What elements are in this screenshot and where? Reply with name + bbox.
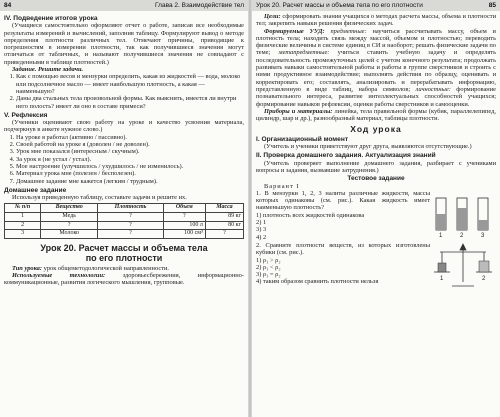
stage-heading: II. Проверка домашнего задания. Актуализация знаний: [256, 152, 436, 160]
beaker-label: 3: [481, 232, 485, 238]
goals-label: Цели:: [264, 13, 281, 20]
header-title: Урок 20. Расчет массы и объема тела по его плотности: [256, 2, 423, 9]
scale-label: 2: [482, 275, 486, 282]
homework-text: Используя приведенную таблицу, составьте задачи и решите их.: [12, 194, 187, 202]
column-header: Объем: [163, 204, 205, 213]
answer-option: 2) ρ₁ < ρ₂: [256, 263, 281, 271]
column-header: Масса: [205, 204, 243, 213]
table-cell: ?: [163, 213, 205, 222]
uud-personal-label: личностные:: [415, 85, 451, 93]
left-page-header: [0, 0, 248, 11]
table-cell: 3: [5, 230, 41, 239]
table-cell: 89 кг: [205, 213, 243, 222]
equipment-text: линейка, тела правильной формы (кубик, параллелепипед, цилиндр, шар и др.), разнообразный материал, таблицы плотности.: [256, 107, 496, 123]
technologies-text: здоровьесбережения, информационно-коммуникационные, развития логического мышления, групповые.: [4, 272, 244, 287]
answer-option: 1) ρ₁ > ρ₂: [256, 256, 281, 264]
question-text: 1. В мензурки 1, 2, 3 налиты различные жидкости, массы которых одинаковы (см. рис.). Какая жидкость имеет наименьшую плотность?: [256, 189, 430, 212]
beakers-illustration: [430, 190, 496, 238]
equipment: [256, 108, 496, 123]
left-page: [0, 0, 248, 417]
uud-subject-label: предметные:: [330, 27, 367, 35]
table-cell: ?: [98, 213, 163, 222]
stage-heading: I. Организационный момент: [256, 135, 349, 143]
table-row: [5, 221, 244, 230]
lesson-type-text: урок общеметодологической направленности.: [43, 264, 169, 272]
homework-heading: Домашнее задание: [4, 186, 67, 194]
lesson-title-line: Урок 20. Расчет массы и объема тела: [40, 242, 208, 253]
table-cell: Медь: [41, 213, 98, 222]
question-2: [256, 242, 496, 294]
reflection-item: 7. Домашнее задание мне кажется (легким / трудным).: [16, 178, 244, 185]
table-header-row: [5, 204, 244, 213]
test-heading: Тестовое задание: [347, 175, 405, 183]
page-number: 84: [4, 2, 12, 9]
question-text: 2. Сравните плотности веществ, из которых изготовлены кубики (см. рис.).: [256, 241, 430, 257]
goals-text: сформировать знания учащихся о методах расчета массы, объема и плотности тел; закрепить навыки решения физических задач.: [256, 13, 496, 28]
uud-subject-text: научиться рассчитывать массу, объем и плотность тела; находить связь между массой, объемом и плотностью; переводить физические величины в системе единиц в СИ и наоборот; решать физические задачи по теме;: [256, 27, 496, 57]
beakers-figure: [430, 190, 496, 241]
column-header: Плотность: [98, 204, 163, 213]
equipment-label: Приборы и материалы:: [264, 107, 333, 115]
uud-label: Формируемые УУД:: [264, 27, 325, 35]
reflection-item: 6. Материал урока мне (полезен / бесполезен).: [16, 170, 244, 177]
column-header: Вещество: [41, 204, 98, 213]
uud: [256, 28, 496, 108]
table-row: [5, 230, 244, 239]
table-cell: ?: [98, 221, 163, 230]
answer-option: 3) 3: [256, 226, 267, 234]
balance-scale-illustration: [430, 242, 496, 292]
uud-meta-text: учиться ставить учебную задачу и определять последовательность промежуточных целей с учетом конечного результата; продолжать развивать навыки самостоятельной работы и работы в группе сверстников и строить с ними продуктивное взаимодействие; выполнять действия по образцу, оценивать и корректировать его; составлять, анализировать и перерабатывать информацию, представленную в виде таблиц, набора символов;: [256, 49, 496, 93]
task-list: [4, 73, 244, 109]
uud-meta-label: метапредметные:: [278, 49, 330, 57]
lesson-title-line: по его плотности: [85, 252, 163, 263]
variant-label: Вариант I: [264, 182, 300, 190]
reflection-list: [4, 134, 244, 185]
question-1: [256, 190, 496, 241]
task-item: 2. Даны два стальных тела произвольной формы. Как выяснить, имеется ли внутри него полость? имеет ли оно в составе примеси?: [16, 95, 244, 110]
answer-option: 4) 2: [256, 233, 267, 241]
reflection-item: 3. Урок мне показался (интересным / скучным).: [16, 148, 244, 155]
right-page-content: [252, 11, 500, 294]
table-cell: 100 л: [163, 221, 205, 230]
table-cell: 1: [5, 213, 41, 222]
lesson-type: [4, 265, 244, 272]
paragraph: (Учитель проверяет выполнение домашнего задания, разбирает с учениками вопросы и задания, вызвавшие затруднения.): [256, 159, 496, 174]
reflection-item: 5. Мое настроение (улучшилось / ухудшилось / не изменилось).: [16, 163, 244, 170]
reflection-item: 4. За урок я (не устал / устал).: [16, 156, 244, 163]
course-heading: Ход урока: [350, 124, 402, 135]
paragraph: (Учитель и ученики приветствуют друг друга, выявляются отсутствующие.): [264, 143, 472, 151]
scale-figure: [430, 242, 496, 294]
table-row: [5, 213, 244, 222]
technologies: [4, 272, 244, 287]
beaker-label: 2: [460, 232, 464, 238]
paragraph: (Учащиеся самостоятельно оформляют отчет о работе, записав все необходимые результаты измерений и вычислений, заполнив таблицу. Формулируют вывод о методе определения плотности различных тел. Отмечают причины, приводящие к погрешностям в измерении плотности, так как получившиеся значения могут отличаться от табличных, и называют получившиеся значения не совпадают с приведенными в таблице плотностей.): [4, 22, 244, 66]
table-cell: 100 см³: [163, 230, 205, 239]
table-cell: 2: [5, 221, 41, 230]
reflection-item: 1. На уроке я работал (активно / пассивно).: [16, 134, 244, 141]
answer-option: 1) плотность всех жидкостей одинакова: [256, 211, 365, 219]
beaker-label: 1: [439, 232, 443, 238]
lesson-title: [4, 243, 244, 263]
header-title: Глава 2. Взаимодействие тел: [155, 2, 244, 9]
table-cell: ?: [205, 230, 243, 239]
goals: [256, 13, 496, 28]
homework-table: [4, 203, 244, 238]
table-cell: Молоко: [41, 230, 98, 239]
task-intro: Задание. Решите задачи.: [12, 66, 84, 74]
technologies-label: Используемые технологии:: [12, 272, 106, 280]
table-cell: ?: [41, 221, 98, 230]
section-heading: IV. Подведение итогов урока: [4, 15, 98, 22]
answer-option: 3) ρ₁ = ρ₂: [256, 271, 281, 279]
section-heading: V. Рефлексия: [4, 111, 48, 119]
table-cell: 80 кг: [205, 221, 243, 230]
paragraph: (Ученики оценивают свою работу на уроке и качество усвоения материала, подчеркнув в анкете нужное слово.): [4, 119, 244, 134]
right-page-header: [252, 0, 500, 11]
right-page: [252, 0, 500, 417]
scale-label: 1: [440, 275, 444, 282]
table-cell: ?: [98, 230, 163, 239]
answer-option: 2) 1: [256, 219, 267, 227]
column-header: № п/п: [5, 204, 41, 213]
page-number: 85: [488, 2, 496, 9]
uud-personal-text: формирование познавательного интереса, развитие интеллектуальных способностей учащихся; формирование навыков рефлексии, оценки работы сверстников и самооценки.: [256, 85, 496, 108]
left-page-content: [0, 11, 248, 287]
lesson-type-label: Тип урока:: [12, 264, 43, 272]
reflection-item: 2. Своей работой на уроке я (доволен / не доволен).: [16, 141, 244, 148]
answer-option: 4) таким образом сравнить плотности нельзя: [256, 278, 379, 286]
task-item: 1. Как с помощью весов и мензурки определить, какая из жидкостей — вода, молоко или подсолнечное масло — имеет наибольшую плотность, а какая — наименьшую?: [16, 73, 244, 95]
